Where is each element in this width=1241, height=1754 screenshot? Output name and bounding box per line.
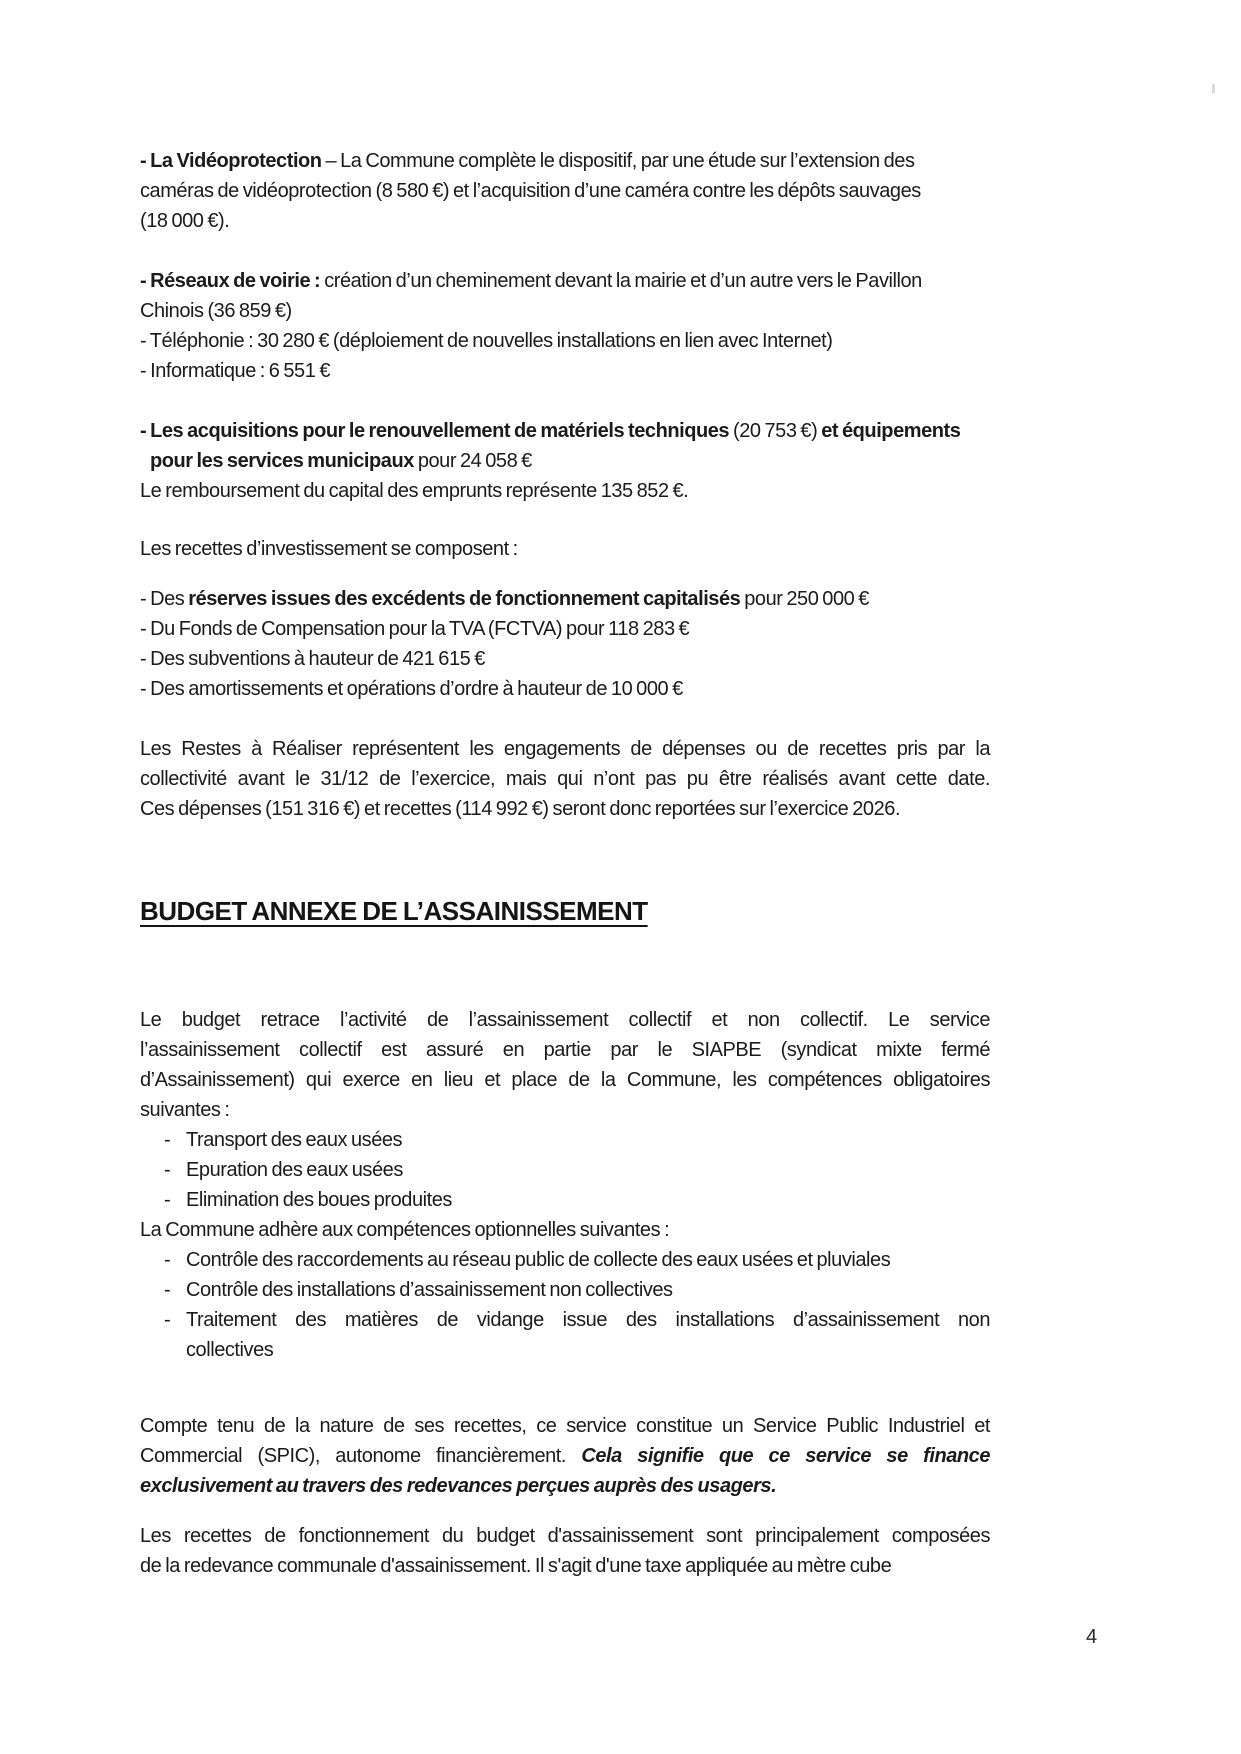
section-heading-budget-assainissement [140, 892, 990, 933]
text-run: - Des subventions à hauteur de 421 615 € [140, 648, 485, 670]
para-spic-line [140, 1411, 990, 1441]
para-competences-optionnelles-line [140, 1215, 990, 1245]
text-run: - Des amortissements et opérations d’ordre à hauteur de 10 000 € [140, 678, 683, 700]
list-dash-marker: - [164, 1249, 171, 1271]
para-budget-retrace-line [140, 1095, 990, 1125]
list-recettes-investissement-line [140, 674, 990, 704]
para-recettes-investissement-line [140, 534, 990, 564]
text-run: La Commune adhère aux compétences optionnelles suivantes : [140, 1219, 670, 1241]
text-run: Compte tenu de la nature de ses recettes, ce service constitue un Service Public Industriel et [140, 1415, 990, 1437]
para-redevance-line [140, 1521, 990, 1551]
para-spic-line [140, 1471, 990, 1501]
text-run: exclusivement au travers des redevances perçues auprès des usagers. [140, 1475, 777, 1497]
text-run: de la redevance communale d'assainissement. Il s'agit d'une taxe appliquée au mètre cube [140, 1555, 892, 1577]
text-run: Les Restes à Réaliser représentent les engagements de dépenses ou de recettes pris par la [140, 738, 990, 760]
para-restes-a-realiser-line [140, 734, 990, 764]
text-run: Les recettes de fonctionnement du budget d'assainissement sont principalement composées [140, 1525, 990, 1547]
text-run: l’assainissement collectif est assuré en partie par le SIAPBE (syndicat mixte fermé [140, 1039, 990, 1061]
para-acquisitions [140, 416, 990, 506]
document-content [140, 146, 990, 1581]
text-run: - La Vidéoprotection [140, 150, 326, 172]
para-spic-line [140, 1441, 990, 1471]
para-acquisitions-line [140, 476, 990, 506]
text-run: (20 753 €) [733, 420, 822, 442]
para-videoprotection-line [140, 146, 990, 176]
para-competences-optionnelles [140, 1215, 990, 1245]
para-restes-a-realiser-line [140, 764, 990, 794]
para-redevance [140, 1521, 990, 1581]
list-competences-obligatoires [140, 1125, 990, 1215]
text-run: Ces dépenses (151 316 €) et recettes (114 992 €) seront donc reportées sur l’exercice 2026. [140, 798, 901, 820]
para-restes-a-realiser-line [140, 794, 990, 824]
para-budget-retrace [140, 1005, 990, 1125]
page-number: 4 [1086, 1626, 1098, 1648]
text-run: Epuration des eaux usées [186, 1159, 403, 1181]
list-recettes-investissement-line [140, 644, 990, 674]
list-dash-marker: - [164, 1309, 171, 1331]
text-run: - Des [140, 588, 189, 610]
text-run: pour 250 000 € [740, 588, 869, 610]
list-competences-optionnelles-line [140, 1305, 990, 1335]
para-acquisitions-line [140, 416, 990, 446]
para-budget-retrace-line [140, 1035, 990, 1065]
para-redevance-line [140, 1551, 990, 1581]
para-spic [140, 1411, 990, 1501]
text-run: Traitement des matières de vidange issue des installations d’assainissement non [186, 1309, 990, 1331]
text-run: – La Commune complète le dispositif, par une étude sur l’extension des [325, 150, 915, 172]
list-competences-obligatoires-line [140, 1125, 990, 1155]
para-reseaux-voirie-line [140, 296, 990, 326]
text-run: création d’un cheminement devant la mairie et d’un autre vers le Pavillon [324, 270, 922, 292]
list-competences-optionnelles-line [140, 1245, 990, 1275]
para-reseaux-voirie-line [140, 326, 990, 356]
text-run: - Informatique : 6 551 € [140, 360, 330, 382]
text-run: Commercial (SPIC), autonome financièrement. [140, 1445, 582, 1467]
para-budget-retrace-line [140, 1065, 990, 1095]
text-run: - Téléphonie : 30 280 € (déploiement de nouvelles installations en lien avec Internet) [140, 330, 833, 352]
text-run: suivantes : [140, 1099, 230, 1121]
text-run: collectives [186, 1339, 274, 1361]
text-run: - Les acquisitions pour le renouvellement de matériels techniques [140, 420, 734, 442]
text-run: Le remboursement du capital des emprunts représente 135 852 €. [140, 480, 689, 502]
text-run: Contrôle des raccordements au réseau public de collecte des eaux usées et pluviales [186, 1249, 891, 1271]
text-run: et équipements [821, 420, 961, 442]
para-videoprotection-line [140, 176, 990, 206]
list-competences-optionnelles [140, 1245, 990, 1365]
para-reseaux-voirie [140, 266, 990, 386]
scan-artifact [1212, 84, 1215, 93]
list-dash-marker: - [164, 1159, 171, 1181]
text-run: Elimination des boues produites [186, 1189, 452, 1211]
text-run: Contrôle des installations d’assainissement non collectives [186, 1279, 673, 1301]
text-run: pour 24 058 € [417, 450, 532, 472]
text-run: caméras de vidéoprotection (8 580 €) et l’acquisition d’une caméra contre les dépôts sauvages [140, 180, 921, 202]
text-run: - Du Fonds de Compensation pour la TVA (FCTVA) pour 118 283 € [140, 618, 690, 640]
list-competences-optionnelles-line [140, 1335, 990, 1365]
text-run: collectivité avant le 31/12 de l’exercice, mais qui n’ont pas pu être réalisés avant cette date. [140, 768, 990, 790]
text-run: Chinois (36 859 €) [140, 300, 292, 322]
text-run: Transport des eaux usées [186, 1129, 403, 1151]
para-budget-retrace-line [140, 1005, 990, 1035]
text-run: réserves issues des excédents de fonctionnement capitalisés [188, 588, 741, 610]
para-recettes-investissement [140, 534, 990, 564]
list-dash-marker: - [164, 1189, 171, 1211]
section-heading-text: BUDGET ANNEXE DE L’ASSAINISSEMENT [140, 896, 648, 926]
para-reseaux-voirie-line [140, 356, 990, 386]
text-run: Cela signifie que ce service se finance [581, 1445, 990, 1467]
para-reseaux-voirie-line [140, 266, 990, 296]
list-dash-marker: - [164, 1279, 171, 1301]
text-run: d’Assainissement) qui exerce en lieu et place de la Commune, les compétences obligatoires [140, 1069, 990, 1091]
text-run: (18 000 €). [140, 210, 230, 232]
list-competences-optionnelles-line [140, 1275, 990, 1305]
list-recettes-investissement-line [140, 584, 990, 614]
text-run: - Réseaux de voirie : [140, 270, 325, 292]
text-run: Les recettes d’investissement se composent : [140, 538, 518, 560]
list-recettes-investissement-line [140, 614, 990, 644]
text-run: pour les services municipaux [150, 450, 418, 472]
text-run: Le budget retrace l’activité de l’assainissement collectif et non collectif. Le service [140, 1009, 990, 1031]
list-dash-marker: - [164, 1129, 171, 1151]
list-competences-obligatoires-line [140, 1185, 990, 1215]
para-restes-a-realiser [140, 734, 990, 824]
list-recettes-investissement [140, 584, 990, 704]
para-acquisitions-line [140, 446, 990, 476]
list-competences-obligatoires-line [140, 1155, 990, 1185]
para-videoprotection-line [140, 206, 990, 236]
para-videoprotection [140, 146, 990, 236]
